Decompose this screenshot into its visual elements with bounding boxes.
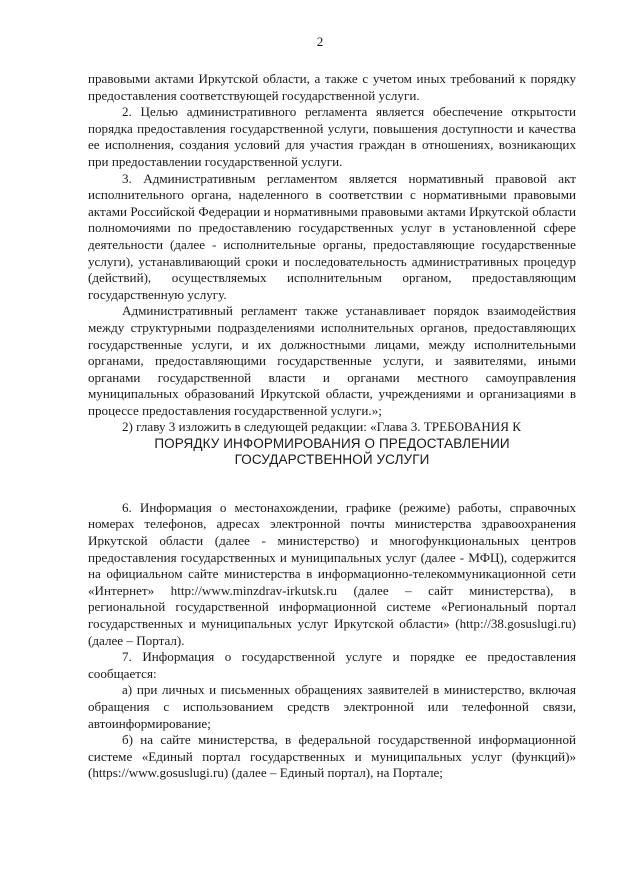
paragraph-item-7a: а) при личных и письменных обращениях заявителей в министерство, включая обращения с использованием средств электронной или телефонной связи, автоинформирование; [88,682,576,731]
paragraph-item-7b: б) на сайте министерства, в федеральной государственной информационной системе «Единый портал государственных и муниципальных услуг (функций)» (https://www.gosuslugi.ru) (далее – Единый портал), на Портале; [88,732,576,781]
chapter-title-line-1: ПОРЯДКУ ИНФОРМИРОВАНИЯ О ПРЕДОСТАВЛЕНИИ [154,436,510,452]
paragraph-item-7: 7. Информация о государственной услуге и порядке ее предоставления сообщается: [88,649,576,681]
paragraph-item-6: 6. Информация о местонахождении, графике (режиме) работы, справочных номерах телефонов, адресах электронной почты министерства здравоохранения Иркутской области (далее - министерство) и многофункциональных центров предоставления государственных и муниципальных услуг (далее - МФЦ), содержится на официальном сайте министерства в информационно-телекоммуникационной сети «Интернет» http://www.minzdrav-irkutsk.ru (далее – сайт министерства), в региональной государственной информационной системе «Региональный портал государственных и муниципальных услуг Иркутской области» (http://38.gosuslugi.ru) (далее – Портал). [88,499,576,648]
paragraph-item-2: 2. Целью административного регламента является обеспечение открытости порядка предоставления государственной услуги, повышения доступности и качества ее исполнения, создания условий для участия граждан в отношениях, возникающих при предоставлении государственной услуги. [88,104,576,169]
document-body [88,71,576,782]
paragraph-regulation-scope: Административный регламент также устанавливает порядок взаимодействия между структурными подразделениями исполнительных органов, предоставляющих государственные услуги, и их должностными лицами, между исполнительными органами, предоставляющими государственные услуги, и заявителями, иными органами государственной власти и органами местного самоуправления муниципальных образований Иркутской области, учреждениями и организациями в процессе предоставления государственной услуги.»; [88,303,576,418]
paragraph-continuation: правовыми актами Иркутской области, а также с учетом иных требований к порядку предоставления соответствующей государственной услуги. [88,71,576,103]
page-number: 2 [316,34,324,49]
chapter-title-line-2: ГОСУДАРСТВЕННОЙ УСЛУГИ [234,452,430,468]
paragraph-item-3: 3. Административным регламентом является нормативный правовой акт исполнительного органа, наделенного в соответствии с нормативными правовыми актами Российской Федерации и нормативными правовыми актами Иркутской области полномочиями по предоставлению государственных услуг в установленной сфере деятельности (далее - исполнительные органы, предоставляющие государственные услуги), устанавливающий сроки и последовательность административных процедур (действий), осуществляемых исполнительным органом, предоставляющим государственную услугу. [88,170,576,302]
chapter-title [88,436,576,469]
chapter-instruction: 2) главу 3 изложить в следующей редакции: «Глава 3. ТРЕБОВАНИЯ К [122,419,521,435]
